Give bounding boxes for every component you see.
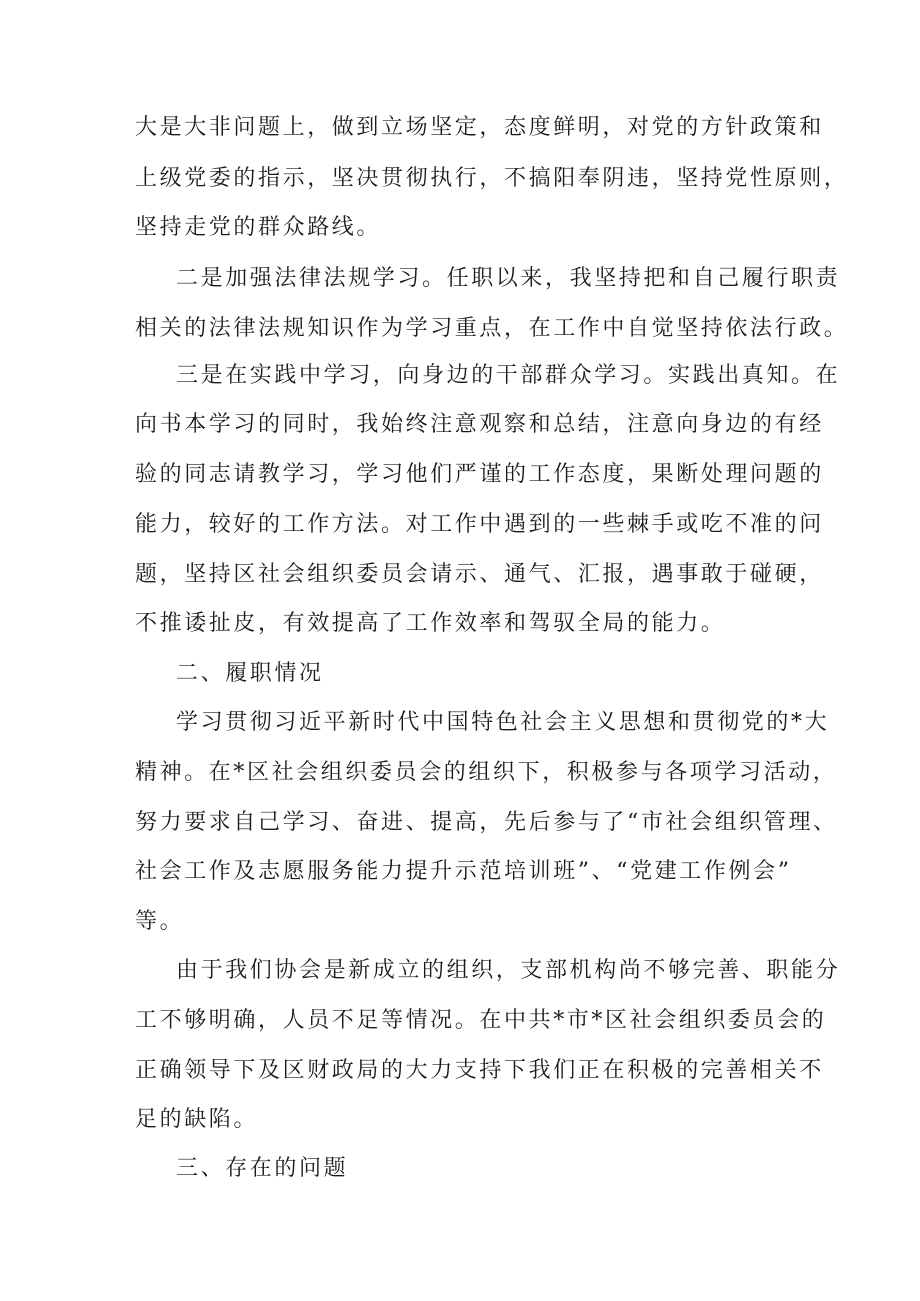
section-heading: 三、存在的问题 bbox=[176, 1156, 349, 1181]
body-text-line: 能力，较好的工作方法。对工作中遇到的一些棘手或吃不准的问 bbox=[135, 512, 824, 537]
body-text-line: 工不够明确，人员不足等情况。在中共*市*区社会组织委员会的 bbox=[135, 1008, 827, 1033]
body-text-line: 正确领导下及区财政局的大力支持下我们正在积极的完善相关不 bbox=[135, 1058, 824, 1083]
body-text-line: 向书本学习的同时，我始终注意观察和总结，注意向身边的有经 bbox=[135, 412, 824, 437]
body-text-line: 题，坚持区社会组织委员会请示、通气、汇报，遇事敢于碰硬， bbox=[135, 562, 824, 587]
body-text-line: 相关的法律法规知识作为学习重点，在工作中自觉坚持依法行政。 bbox=[135, 316, 849, 341]
body-text-line: 大是大非问题上，做到立场坚定，态度鲜明，对党的方针政策和 bbox=[135, 115, 824, 140]
body-text-line: 上级党委的指示，坚决贯彻执行，不搞阳奉阴违，坚持党性原则， bbox=[135, 166, 849, 191]
body-text-line: 精神。在*区社会组织委员会的组织下，积极参与各项学习活动， bbox=[135, 760, 838, 785]
body-text-line: 努力要求自己学习、奋进、提高，先后参与了“市社会组织管理、 bbox=[135, 810, 838, 835]
body-text-line: 足的缺陷。 bbox=[135, 1107, 259, 1132]
body-text-line: 不推诿扯皮，有效提高了工作效率和驾驭全局的能力。 bbox=[135, 611, 726, 636]
body-text-line: 学习贯彻习近平新时代中国特色社会主义思想和贯彻党的*大 bbox=[176, 710, 830, 735]
body-text-line: 等。 bbox=[135, 909, 185, 934]
body-text-line: 坚持走党的群众路线。 bbox=[135, 215, 382, 240]
body-text-line: 社会工作及志愿服务能力提升示范培训班”、“党建工作例会” bbox=[135, 859, 792, 884]
section-heading: 二、履职情况 bbox=[176, 661, 324, 686]
body-text-line: 三是在实践中学习，向身边的干部群众学习。实践出真知。在 bbox=[176, 363, 841, 388]
body-text-line: 由于我们协会是新成立的组织，支部机构尚不够完善、职能分 bbox=[176, 958, 841, 983]
body-text-line: 验的同志请教学习，学习他们严谨的工作态度，果断处理问题的 bbox=[135, 462, 824, 487]
body-text-line: 二是加强法律法规学习。任职以来，我坚持把和自己履行职责 bbox=[176, 266, 841, 291]
